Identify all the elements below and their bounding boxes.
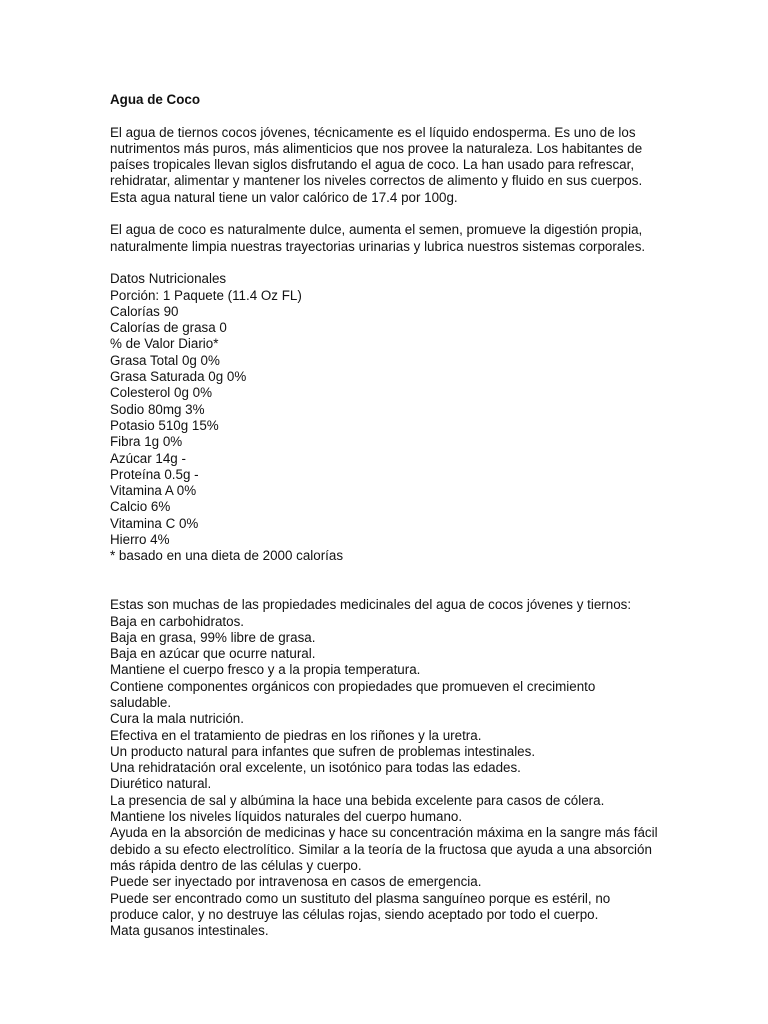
nutrition-footnote: * basado en una dieta de 2000 calorías [110,548,344,564]
property-item: Ayuda en la absorción de medicinas y hace su concentración máxima en la sangre más fácil debido a su efecto electrolítico. Similar a la teoría de la fructosa que ayuda a una absorción más rápida dentro de las células y cuerpo. [110,825,658,873]
nutrition-line: Vitamina C 0% [110,515,199,531]
property-item: Mantiene los niveles líquidos naturales del cuerpo humano. [110,809,463,825]
nutrition-facts [110,271,658,564]
nutrition-line: Datos Nutricionales [110,271,227,287]
property-item: Puede ser encontrado como un sustituto del plasma sanguíneo porque es estéril, no produce calor, y no destruye las células rojas, siendo aceptado por todo el cuerpo. [110,890,611,922]
property-item: Mata gusanos intestinales. [110,923,269,939]
nutrition-line: Calcio 6% [110,499,171,515]
property-item: Puede ser inyectado por intravenosa en casos de emergencia. [110,874,482,890]
nutrition-line: Fibra 1g 0% [110,434,183,450]
property-item: Mantiene el cuerpo fresco y a la propia temperatura. [110,662,421,678]
properties-intro: Estas son muchas de las propiedades medicinales del agua de cocos jóvenes y tiernos: [110,597,632,613]
nutrition-line: Proteína 0.5g - [110,466,199,482]
properties-list [110,614,658,940]
property-item: Cura la mala nutrición. [110,711,244,727]
document-title: Agua de Coco [110,92,201,107]
property-item: Baja en carbohidratos. [110,613,244,629]
nutrition-line: Grasa Saturada 0g 0% [110,369,247,385]
nutrition-line: Vitamina A 0% [110,483,197,499]
property-item: La presencia de sal y albúmina la hace una bebida excelente para casos de cólera. [110,792,605,808]
nutrition-line: Potasio 510g 15% [110,417,219,433]
document-body [110,92,658,939]
property-item: Diurético natural. [110,776,212,792]
property-item: Baja en grasa, 99% libre de grasa. [110,629,316,645]
nutrition-line: Porción: 1 Paquete (11.4 Oz FL) [110,287,302,303]
property-item: Contiene componentes orgánicos con propiedades que promueven el crecimiento saludable. [110,678,596,710]
property-item: Un producto natural para infantes que sufren de problemas intestinales. [110,743,536,759]
nutrition-line: Colesterol 0g 0% [110,385,212,401]
nutrition-line: Hierro 4% [110,532,170,548]
property-item: Efectiva en el tratamiento de piedras en los riñones y la uretra. [110,727,482,743]
nutrition-line: Sodio 80mg 3% [110,401,205,417]
nutrition-line: Azúcar 14g - [110,450,186,466]
property-item: Una rehidratación oral excelente, un isotónico para todas las edades. [110,760,521,776]
nutrition-line: Grasa Total 0g 0% [110,352,220,368]
property-item: Baja en azúcar que ocurre natural. [110,646,316,662]
intro-paragraph: El agua de tiernos cocos jóvenes, técnicamente es el líquido endosperma. Es uno de los nutrimentos más puros, más alimenticios que nos provee la naturaleza. Los habitantes de países tropicales llevan siglos disfrutando el agua de coco. La han usado para refrescar, rehidratar, alimentar y mantener los niveles correctos de alimento y fluido en sus cuerpos. Esta agua natural tiene un valor calórico de 17.4 por 100g. [110,124,643,205]
nutrition-line: Calorías 90 [110,303,179,319]
description-paragraph: El agua de coco es naturalmente dulce, aumenta el semen, promueve la digestión propia, naturalmente limpia nuestras trayectorias urinarias y lubrica nuestros sistemas corporales. [110,222,646,254]
nutrition-line: % de Valor Diario* [110,336,219,352]
nutrition-line: Calorías de grasa 0 [110,320,227,336]
